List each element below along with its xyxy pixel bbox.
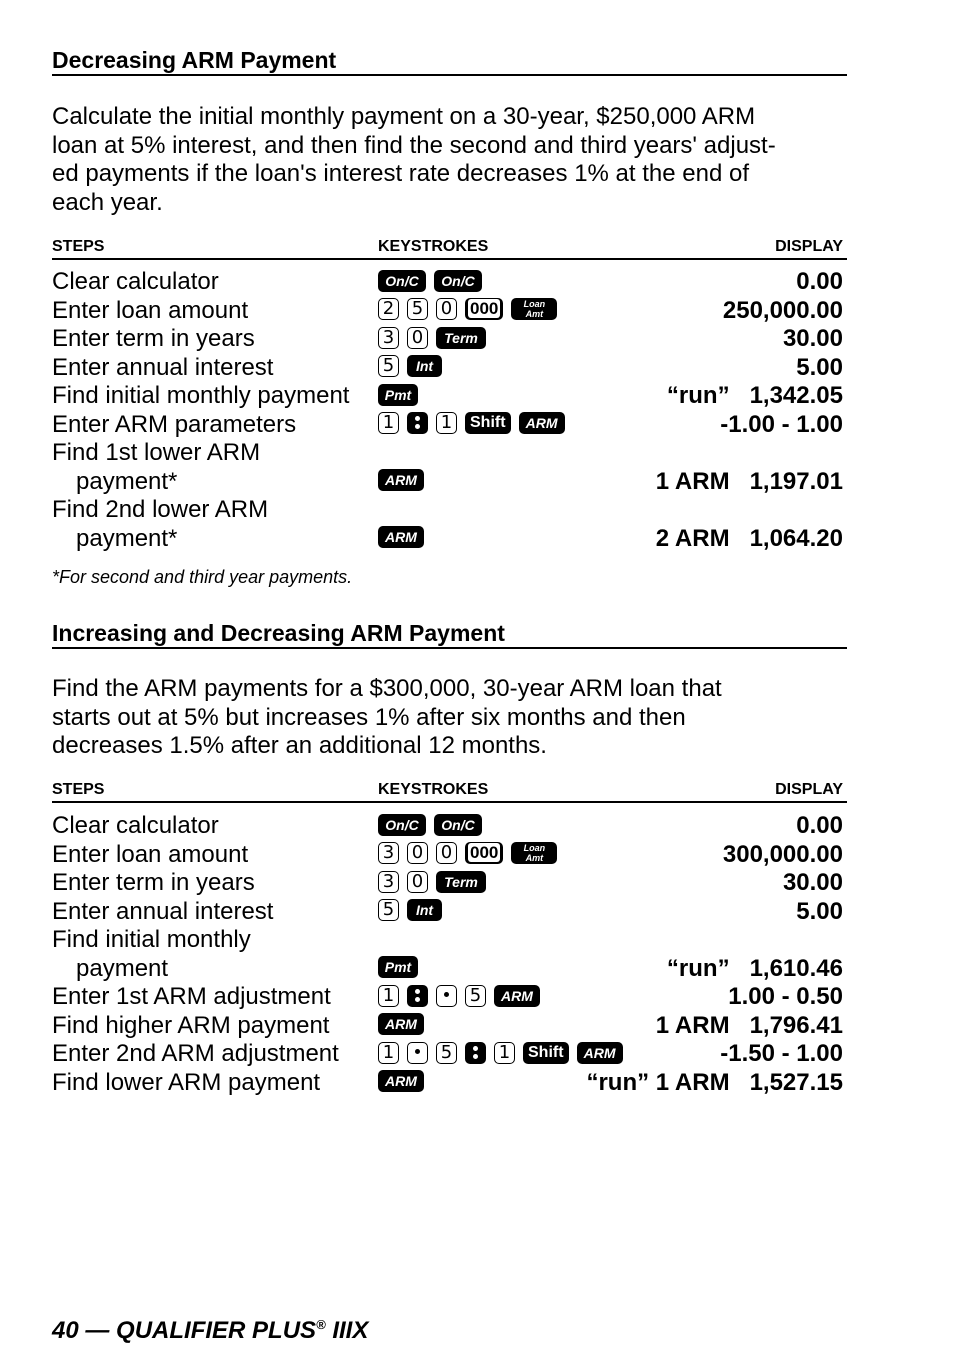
- shift-key-icon: Shift: [465, 412, 511, 434]
- display-value: “run” 1 ARM 1,527.15: [586, 1068, 843, 1096]
- section-title-increasing-decreasing-arm: Increasing and Decreasing ARM Payment: [52, 620, 847, 649]
- step-label: Enter term in years: [52, 869, 255, 896]
- arm-key-icon: ARM: [378, 526, 424, 548]
- keystrokes: [378, 842, 557, 864]
- colon-key-icon: [465, 1042, 486, 1064]
- step-label: Enter loan amount: [52, 840, 249, 868]
- keystrokes: [378, 384, 418, 406]
- digit-1-key-icon: 1: [378, 985, 399, 1007]
- footer-dash: —: [85, 1317, 110, 1344]
- section1-description: [52, 103, 852, 217]
- keystrokes: [378, 270, 482, 292]
- digit-1-key-icon: 1: [378, 412, 399, 434]
- keystrokes: [378, 526, 424, 548]
- keystrokes: [378, 1070, 424, 1092]
- table-row: [52, 325, 847, 354]
- table-row: [52, 382, 847, 411]
- display-value: 5.00: [796, 897, 843, 925]
- step-label: Enter term in years: [52, 325, 255, 352]
- keystrokes: [378, 956, 418, 978]
- keystrokes: [378, 327, 486, 349]
- table-row: [52, 841, 847, 870]
- decimal-point-key-icon: [407, 1042, 428, 1064]
- step-label: Enter 2nd ARM adjustment: [52, 1040, 339, 1067]
- digit-5-key-icon: 5: [436, 1042, 457, 1064]
- digit-0-key-icon: 0: [407, 871, 428, 893]
- table-row: [52, 983, 847, 1012]
- para-line: decreases 1.5% after an additional 12 months.: [52, 732, 547, 759]
- arm-key-icon: ARM: [519, 412, 565, 434]
- colon-key-icon: [407, 985, 428, 1007]
- step-label: Enter loan amount: [52, 296, 249, 324]
- para-line: each year.: [52, 188, 163, 216]
- display-value: 1.00 - 0.50: [728, 983, 843, 1010]
- digit-5-key-icon: 5: [378, 355, 399, 377]
- display-value: -1.50 - 1.00: [720, 1040, 843, 1067]
- table-row: [52, 898, 847, 927]
- interest-key-icon: Int: [407, 899, 442, 921]
- keystrokes: [378, 355, 442, 377]
- arm-key-icon: ARM: [378, 1070, 424, 1092]
- para-line: starts out at 5% but increases 1% after six months and then: [52, 703, 686, 731]
- step-label: Find initial monthly payment: [52, 926, 251, 982]
- page-number: 40: [52, 1317, 79, 1344]
- para-line: ed payments if the loan's interest rate decreases 1% at the end of: [52, 160, 749, 187]
- registered-mark: ®: [316, 1317, 326, 1332]
- table-row: [52, 1069, 847, 1098]
- digit-3-key-icon: 3: [378, 327, 399, 349]
- display-value: 300,000.00: [722, 840, 843, 868]
- keystrokes: [378, 298, 557, 320]
- table-row: [52, 496, 847, 553]
- step-label: Find initial monthly payment: [52, 382, 350, 409]
- onc-key-icon: On/C: [434, 270, 482, 292]
- loan-amount-key-icon: Loan Amt: [511, 298, 557, 320]
- header-steps: STEPS: [52, 781, 105, 798]
- keystrokes: [378, 985, 540, 1007]
- para-line: loan at 5% interest, and then find the second and third years' adjust-: [52, 131, 776, 159]
- shift-key-icon: Shift: [523, 1042, 569, 1064]
- para-line: Find the ARM payments for a $300,000, 30-year ARM loan that: [52, 675, 722, 702]
- payment-key-icon: Pmt: [378, 956, 418, 978]
- digit-3-key-icon: 3: [378, 842, 399, 864]
- digit-0-key-icon: 0: [407, 842, 428, 864]
- onc-key-icon: On/C: [378, 814, 426, 836]
- keystrokes: [378, 412, 565, 434]
- section-title-decreasing-arm: Decreasing ARM Payment: [52, 47, 847, 76]
- table1-body: [52, 268, 847, 553]
- colon-key-icon: [407, 412, 428, 434]
- keystrokes: [378, 1013, 424, 1035]
- term-key-icon: Term: [436, 871, 486, 893]
- step-label: Find 1st lower ARM payment*: [52, 439, 261, 495]
- arm-key-icon: ARM: [577, 1042, 623, 1064]
- para-line: Calculate the initial monthly payment on a 30-year, $250,000 ARM: [52, 103, 756, 130]
- header-display: DISPLAY: [775, 238, 843, 255]
- digit-1-key-icon: 1: [494, 1042, 515, 1064]
- display-value: -1.00 - 1.00: [720, 410, 843, 438]
- table-row: [52, 411, 847, 440]
- digit-5-key-icon: 5: [378, 899, 399, 921]
- digit-1-key-icon: 1: [378, 1042, 399, 1064]
- header-keystrokes: KEYSTROKES: [378, 781, 489, 798]
- arm-key-icon: ARM: [378, 469, 424, 491]
- display-value: 0.00: [796, 812, 843, 839]
- step-label: Clear calculator: [52, 812, 219, 839]
- step-label: Clear calculator: [52, 268, 219, 295]
- interest-key-icon: Int: [407, 355, 442, 377]
- product-model: IIIX: [332, 1317, 369, 1344]
- thousand-key-icon: 000: [465, 842, 503, 864]
- display-value: 1 ARM 1,796.41: [655, 1011, 843, 1039]
- display-value: 30.00: [782, 325, 843, 352]
- digit-1-key-icon: 1: [436, 412, 457, 434]
- onc-key-icon: On/C: [378, 270, 426, 292]
- table-row: [52, 268, 847, 297]
- arm-key-icon: ARM: [494, 985, 540, 1007]
- step-label: Enter 1st ARM adjustment: [52, 983, 331, 1010]
- digit-5-key-icon: 5: [407, 298, 428, 320]
- table-row: [52, 439, 847, 496]
- digit-2-key-icon: 2: [378, 298, 399, 320]
- digit-5-key-icon: 5: [465, 985, 486, 1007]
- display-value: 250,000.00: [722, 296, 843, 324]
- display-value: “run” 1,610.46: [666, 954, 843, 982]
- onc-key-icon: On/C: [434, 814, 482, 836]
- payment-key-icon: Pmt: [378, 384, 418, 406]
- page-footer: [52, 1310, 368, 1346]
- step-label: Find higher ARM payment: [52, 1011, 330, 1039]
- digit-0-key-icon: 0: [436, 842, 457, 864]
- step-label: Find lower ARM payment: [52, 1068, 321, 1096]
- decimal-point-key-icon: [436, 985, 457, 1007]
- display-value: 2 ARM 1,064.20: [655, 524, 843, 552]
- keystrokes: [378, 899, 442, 921]
- table1-header: [52, 238, 847, 260]
- table-row: [52, 1012, 847, 1041]
- thousand-key-icon: 000: [465, 298, 503, 320]
- header-display: DISPLAY: [775, 781, 843, 798]
- table-row: [52, 812, 847, 841]
- table-row: [52, 354, 847, 383]
- display-value: 0.00: [796, 268, 843, 295]
- digit-0-key-icon: 0: [407, 327, 428, 349]
- keystrokes: [378, 871, 486, 893]
- step-label: Find 2nd lower ARM payment*: [52, 496, 269, 552]
- section2-description: [52, 675, 852, 761]
- header-steps: STEPS: [52, 238, 105, 255]
- display-value: 1 ARM 1,197.01: [655, 467, 843, 495]
- footnote: *For second and third year payments.: [52, 567, 353, 587]
- table-row: [52, 926, 847, 983]
- table2-body: [52, 812, 847, 1097]
- step-label: Enter annual interest: [52, 353, 274, 381]
- table-row: [52, 869, 847, 898]
- display-value: 5.00: [796, 353, 843, 381]
- header-keystrokes: KEYSTROKES: [378, 238, 489, 255]
- table-row: [52, 297, 847, 326]
- table2-header: [52, 781, 847, 803]
- term-key-icon: Term: [436, 327, 486, 349]
- product-name: QUALIFIER PLUS: [116, 1317, 317, 1344]
- step-label: Enter annual interest: [52, 897, 274, 925]
- step-label: Enter ARM parameters: [52, 410, 297, 438]
- keystrokes: [378, 814, 482, 836]
- digit-3-key-icon: 3: [378, 871, 399, 893]
- display-value: “run” 1,342.05: [666, 382, 843, 409]
- digit-0-key-icon: 0: [436, 298, 457, 320]
- display-value: 30.00: [782, 869, 843, 896]
- table-row: [52, 1040, 847, 1069]
- keystrokes: [378, 1042, 623, 1064]
- keystrokes: [378, 469, 424, 491]
- arm-key-icon: ARM: [378, 1013, 424, 1035]
- loan-amount-key-icon: Loan Amt: [511, 842, 557, 864]
